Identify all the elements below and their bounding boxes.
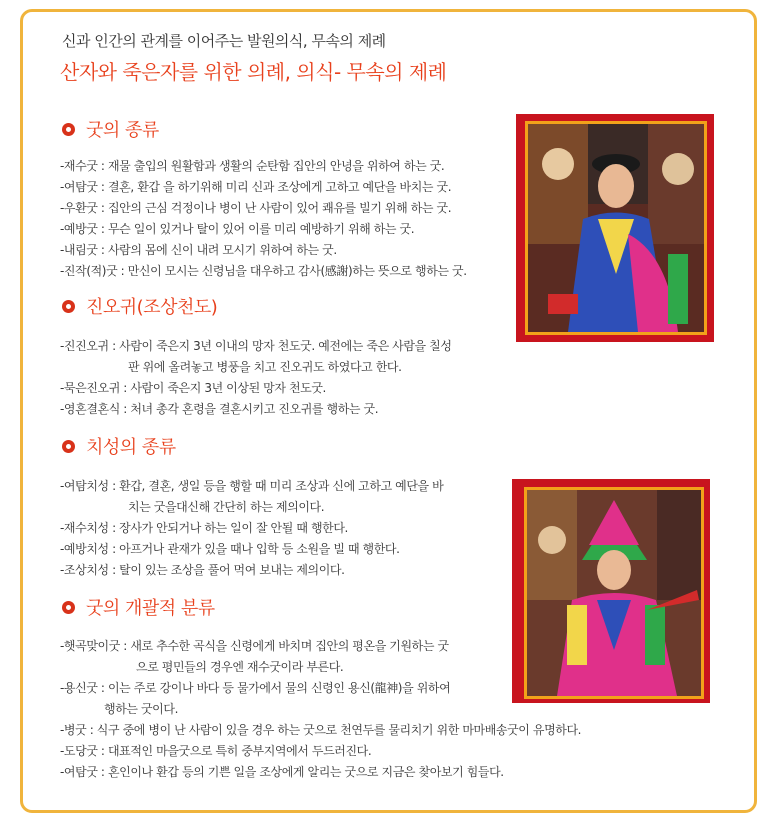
list-item: -내림굿 : 사람의 몸에 신이 내려 모시기 위하여 하는 굿. [60,243,337,257]
photo-shaman-1 [516,114,716,344]
page-subtitle: 신과 인간의 관계를 이어주는 발원의식, 무속의 제례 [62,32,386,50]
section-heading-chiseong [62,433,176,459]
list-item: -여탐굿 : 결혼, 환갑 을 하기위해 미리 신과 조상에게 고하고 예단을 바치는 굿. [60,180,452,194]
circle-bullet-icon [62,123,75,136]
list-item: -예방치성 : 아프거나 관재가 있을 때나 입학 등 소원을 빌 때 행한다. [60,542,400,556]
photo-shaman-2 [512,479,712,705]
list-item-continuation: 행하는 굿이다. [104,702,178,716]
list-item: -재수치성 : 장사가 안되거나 하는 일이 잘 안될 때 행한다. [60,521,348,535]
list-item: -묵은진오귀 : 사람이 죽은지 3년 이상된 망자 천도굿. [60,381,326,395]
list-item: -조상치성 : 탈이 있는 조상을 풀어 먹여 보내는 제의이다. [60,563,345,577]
list-item-continuation: 으로 평민들의 경우엔 재수굿이라 부른다. [136,660,344,674]
list-item-continuation: 치는 굿을대신해 간단히 하는 제의이다. [128,500,325,514]
list-item: -진진오귀 : 사람이 죽은지 3년 이내의 망자 천도굿. 예전에는 죽은 사람을 칠성 [60,339,452,353]
section-title: 굿의 종류 [86,120,159,141]
circle-bullet-icon [62,440,75,453]
list-item: -우환굿 : 집안의 근심 걱정이나 병이 난 사람이 있어 쾌유를 빌기 위해 하는 굿. [60,201,452,215]
list-item: -예방굿 : 무슨 일이 있거나 탈이 있어 이를 미리 예방하기 위해 하는 굿. [60,222,415,236]
page-title: 산자와 죽은자를 위한 의례, 의식- 무속의 제례 [60,60,447,84]
section-body-gut-classification [60,636,581,783]
section-title: 진오귀(조상천도) [86,297,218,318]
list-item: -여탐치성 : 환갑, 결혼, 생일 등을 행할 때 미리 조상과 신에 고하고 예단을 바 [60,479,444,493]
list-item: -햇곡맞이굿 : 새로 추수한 곡식을 신령에게 바치며 집안의 평온을 기원하는 굿 [60,639,449,653]
section-heading-gut-classification [62,594,215,620]
list-item: -여탐굿 : 혼인이나 환갑 등의 기쁜 일을 조상에게 알리는 굿으로 지금은 찾아보기 힘들다. [60,765,504,779]
section-heading-jinogwi [62,293,217,319]
section-title: 굿의 개괄적 분류 [86,598,215,619]
shaman-figure-illustration [528,124,704,332]
list-item-continuation: 판 위에 올려놓고 병풍을 치고 진오귀도 하였다고 한다. [128,360,402,374]
shaman-dance-illustration [527,490,701,696]
list-item: -병굿 : 식구 중에 병이 난 사람이 있을 경우 하는 굿으로 천연두를 물리치기 위한 마마배송굿이 유명하다. [60,723,582,737]
section-body-gut-types [60,156,467,282]
list-item: -진작(적)굿 : 만신이 모시는 신령님을 대우하고 감사(感謝)하는 뜻으로 행하는 굿. [60,264,467,278]
list-item: -영혼결혼식 : 처녀 총각 혼령을 결혼시키고 진오귀를 행하는 굿. [60,402,379,416]
circle-bullet-icon [62,300,75,313]
list-item: -도당굿 : 대표적인 마을굿으로 특히 중부지역에서 두드러진다. [60,744,372,758]
section-title: 치성의 종류 [86,437,176,458]
list-item: -재수굿 : 재물 출입의 원활함과 생활의 순탄함 집안의 안녕을 위하여 하는 굿. [60,159,445,173]
section-body-jinogwi [60,336,452,420]
circle-bullet-icon [62,601,75,614]
list-item: -용신굿 : 이는 주로 강이나 바다 등 물가에서 물의 신령인 용신(龍神)을 위하여 [60,681,451,695]
section-heading-gut-types [62,116,159,142]
section-body-chiseong [60,476,443,581]
